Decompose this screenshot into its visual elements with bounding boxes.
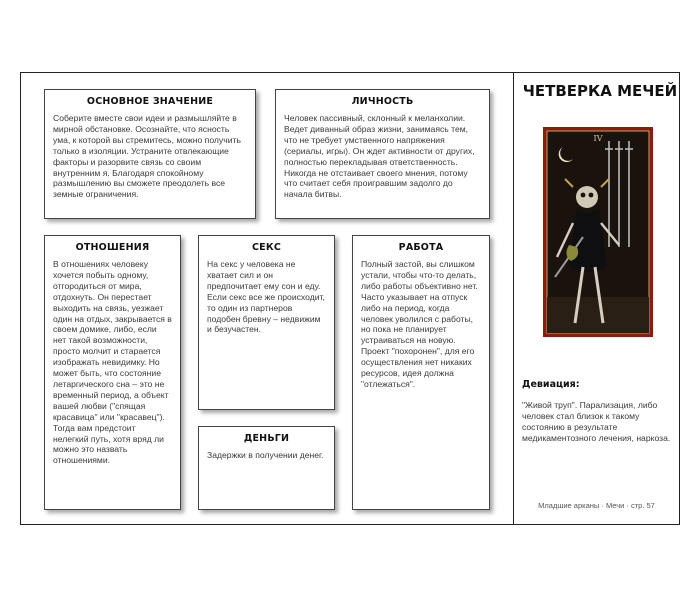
card-sex [198, 235, 335, 410]
personality-heading: ЛИЧНОСТЬ [351, 96, 414, 107]
card-personality [275, 89, 490, 219]
sex-text: На секс у человека не хватает сил и он предпочитает ему сон и еду. Если секс все же происходит, то один из партнеров подобен бревну – недвижим и безучастен. [207, 259, 325, 335]
page-frame [20, 72, 680, 525]
swords-icon [605, 141, 633, 247]
sex-heading: СЕКС [252, 242, 281, 253]
card-relations [44, 235, 181, 510]
personality-text: Человек пассивный, склонный к меланхолии. Ведет диванный образ жизни, занимаясь тем, что не требует умственного напряжения (сериалы, игры). Он ждет активности от других, полностью перекладывая ответственность. Никогда не отстаивает своего мнения, потому что считает себя проигравшим задолго до начала битвы. [284, 113, 475, 200]
deviation-text: "Живой труп". Парализация, либо человек стал близок к такому состоянию в результате медикаментозного лечения, наркоза. [522, 400, 671, 443]
card-money [198, 426, 335, 510]
column-divider [513, 73, 514, 524]
tarot-card-image [543, 127, 653, 337]
page-title: ЧЕТВЕРКА МЕЧЕЙ [522, 82, 678, 100]
relations-heading: ОТНОШЕНИЯ [75, 242, 150, 253]
deviation-heading: Девиация: [522, 379, 580, 390]
money-heading: ДЕНЬГИ [243, 433, 290, 444]
work-text: Полный застой, вы слишком устали, чтобы что-то делать, либо работы объективно нет. Часто указывает на отпуск либо на период, когда человек уволился с работы, но пока не планирует устраиваться на новую. Проект "похоронен", для его осуществления нет никаких ресурсов, идея должна "отлежаться". [361, 259, 478, 389]
money-text: Задержки в получении денег. [207, 450, 324, 460]
page-footer: Младшие арканы · Мечи · стр. 57 [538, 501, 655, 510]
work-heading: РАБОТА [398, 242, 444, 253]
main-meaning-text: Соберите вместе свои идеи и размышляйте в мирной обстановке. Осознайте, что ясность ума, к которой вы стремитесь, можно получить только в изоляции. Устраните отвлекающие факторы и разорвите связь со своим внутренним я. Благодаря спокойному размышлению вы сможете преодолеть все земные ограничения. [53, 113, 241, 200]
main-meaning-heading: ОСНОВНОЕ ЗНАЧЕНИЕ [86, 96, 214, 107]
relations-text: В отношениях человеку хочется побыть одному, отгородиться от мира, отдохнуть. Он перестает выходить на связь, уезжает один на отдых, закрывается в своем домике, либо, если нет такой возможности, просто молчит и старается изображать невидимку. Но может быть, что состояние летаргического сна – это не временный период, а объект вашей любви ("спящая красавица" или "красавец"). Тогда вам предстоит нелегкий путь, хотя вряд ли можно это назвать отношениями. [53, 259, 172, 466]
card-main-meaning [44, 89, 256, 219]
card-work [352, 235, 490, 510]
card-numeral: IV [593, 134, 603, 143]
